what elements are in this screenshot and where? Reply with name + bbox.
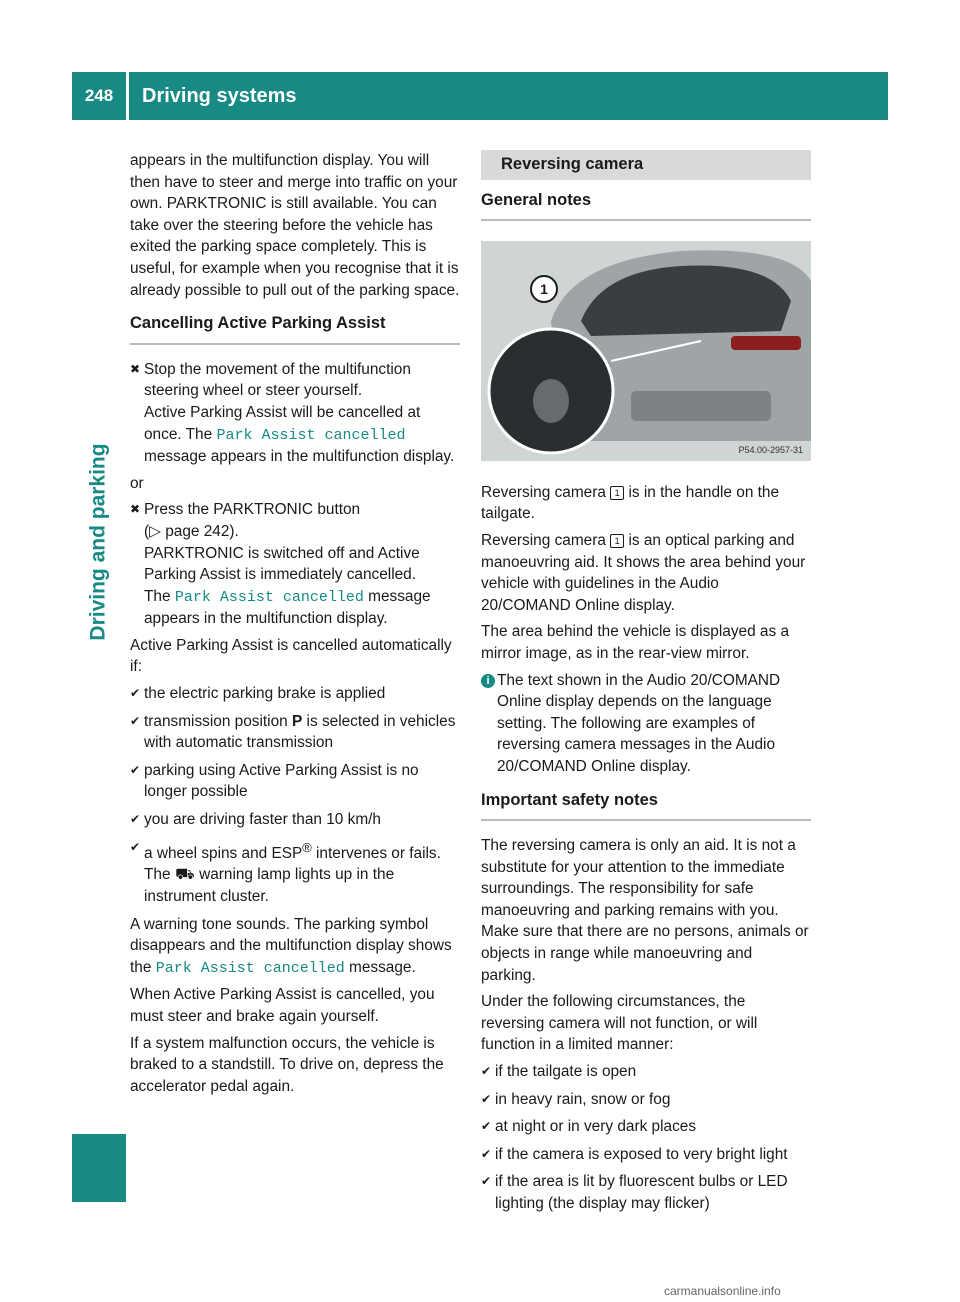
bullet-r-icon: ✔ (130, 713, 141, 728)
callout-1-icon: 1 (610, 534, 624, 548)
page-number: 248 (84, 86, 114, 105)
camera-detail (533, 379, 569, 423)
step-1-line3: message appears in the multifunction display. (144, 448, 455, 466)
list-item (130, 683, 460, 705)
list-item-text: transmission position (144, 712, 288, 730)
side-tab-label: Driving and parking (87, 443, 111, 641)
bullet-r-icon: ✔ (130, 686, 141, 701)
list-item-text: a wheel spins and ESP (144, 844, 303, 862)
paragraph-text: Reversing camera (481, 483, 606, 501)
step-1-line2: Active Parking Assist will be cancelled at once. The (144, 403, 421, 443)
list-item-text: parking using Active Parking Assist is no longer possible (144, 761, 419, 801)
general-notes-heading: General notes (481, 190, 811, 222)
chapter-title: Driving systems (142, 84, 297, 107)
park-assist-message: Park Assist cancelled (216, 426, 406, 444)
step-2 (130, 499, 460, 630)
figure-callout-number: 1 (540, 281, 548, 298)
bullet-r-icon: ✔ (481, 1146, 492, 1161)
list-item (130, 760, 460, 803)
bullet-r-icon: ✔ (481, 1174, 492, 1189)
list-item (130, 809, 460, 831)
bullet-r-icon: ✔ (481, 1064, 492, 1079)
left-column (130, 150, 460, 1102)
car-skid-icon: ⛟ (175, 866, 195, 884)
gear-position-p: P (292, 712, 303, 730)
paragraph-text: is in the handle on the tailgate. (481, 483, 780, 523)
cancel-heading: Cancelling Active Parking Assist (130, 313, 460, 345)
or-text: or (130, 474, 144, 492)
list-item-text: if the tailgate is open (495, 1063, 637, 1081)
safety-heading: Important safety notes (481, 790, 811, 822)
watermark: carmanualsonline.info (664, 1284, 781, 1298)
safety-paragraph-1: The reversing camera is only an aid. It is not a substitute for your attention to the immediate surroundings. The responsibility for safe manoeuvring and parking remains with you. Make sure that there are no persons, animals or objects in range while manoeuvring and parking. (481, 837, 809, 984)
list-item-text: in heavy rain, snow or fog (495, 1090, 671, 1108)
info-icon: i (481, 674, 495, 688)
right-column (481, 150, 811, 1221)
bullet-r-icon: ✔ (130, 812, 141, 827)
park-assist-message: Park Assist cancelled (155, 959, 345, 977)
reversing-camera-figure (481, 241, 811, 461)
warning-tone-paragraph (130, 914, 460, 980)
list-item (481, 1089, 811, 1111)
paragraph-text: is an optical parking and manoeuvring aid. It shows the area behind your vehicle with guidelines in the Audio 20/COMAND Online display. (481, 531, 806, 614)
park-assist-message: Park Assist cancelled (174, 588, 364, 606)
mirror-image-paragraph: The area behind the vehicle is displayed as a mirror image, as in the rear-view mirror. (481, 623, 790, 662)
side-tab-label-wrap (79, 442, 119, 642)
step-1 (130, 359, 460, 468)
warning-tone-text: A warning tone sounds. The parking symbol disappears and the multifunction display shows the (130, 915, 452, 976)
side-tab-block (72, 1134, 126, 1202)
step-1-line1: Stop the movement of the multifunction steering wheel or steer yourself. (144, 360, 411, 400)
info-text: The text shown in the Audio 20/COMAND Online display depends on the language setting. The following are examples of reversing camera messages in the Audio 20/COMAND Online display. (497, 671, 781, 775)
bullet-r-icon: ✔ (130, 762, 141, 777)
callout-1-icon: 1 (610, 486, 624, 500)
malfunction-paragraph: If a system malfunction occurs, the vehicle is braked to a standstill. To drive on, depress the accelerator pedal again. (130, 1034, 444, 1095)
bullet-r-icon: ✔ (481, 1091, 492, 1106)
figure-code: P54.00-2957-31 (738, 445, 803, 456)
paragraph-text: Reversing camera (481, 531, 606, 549)
intro-paragraph: appears in the multifunction display. You will then have to steer and merge into traffic on your own. PARKTRONIC is still available. You can take over the steering before the vehicle has exited the parking space completely. This is useful, for example when you recognise that it is already possible to pull out of the parking space. (130, 152, 460, 299)
list-item (481, 1144, 811, 1166)
header-divider (126, 72, 129, 120)
step-2-line3: message appears in the multifunction display. (144, 587, 431, 628)
safety-paragraph-2: Under the following circumstances, the reversing camera will not function, or will function in a limited manner: (481, 993, 758, 1054)
bumper (631, 391, 771, 421)
list-item-text: the electric parking brake is applied (144, 685, 386, 703)
warning-tone-text-end: message. (349, 958, 416, 976)
camera-purpose-paragraph (481, 530, 811, 616)
bullet-r-icon: ✔ (481, 1119, 492, 1134)
list-item-text: if the camera is exposed to very bright light (495, 1145, 788, 1163)
list-item-text: warning lamp lights up in the instrument cluster. (144, 866, 395, 905)
list-item (130, 711, 460, 754)
list-item (481, 1061, 811, 1083)
registered-mark: ® (302, 839, 312, 855)
step-2-the: The (144, 587, 171, 605)
camera-location-paragraph (481, 482, 811, 525)
info-note (481, 670, 811, 778)
list-item-text: you are driving faster than 10 km/h (144, 811, 381, 829)
list-item-text: at night or in very dark places (495, 1118, 697, 1136)
page-reference-link[interactable]: (▷ page 242). (144, 522, 239, 540)
section-band: Reversing camera (481, 150, 811, 180)
step-arrow-icon: ✖ (130, 502, 141, 517)
list-item-text: is selected in vehicles with automatic transmission (144, 712, 456, 752)
when-cancelled-paragraph: When Active Parking Assist is cancelled, you must steer and brake again yourself. (130, 986, 435, 1025)
step-2-line1: Press the PARKTRONIC button (144, 501, 361, 519)
list-item (481, 1116, 811, 1138)
list-item (130, 837, 460, 908)
list-item-text: if the area is lit by fluorescent bulbs or LED lighting (the display may flicker) (495, 1173, 788, 1212)
tail-light (731, 336, 801, 350)
list-item (481, 1171, 811, 1214)
bullet-r-icon: ✔ (130, 839, 141, 854)
list-item-text: intervenes or fails. (316, 844, 441, 862)
auto-cancel-intro: Active Parking Assist is cancelled automatically if: (130, 636, 452, 676)
step-arrow-icon: ✖ (130, 361, 141, 376)
list-item-text: The (144, 866, 171, 884)
step-2-line2: PARKTRONIC is switched off and Active Parking Assist is immediately cancelled. (144, 544, 420, 584)
